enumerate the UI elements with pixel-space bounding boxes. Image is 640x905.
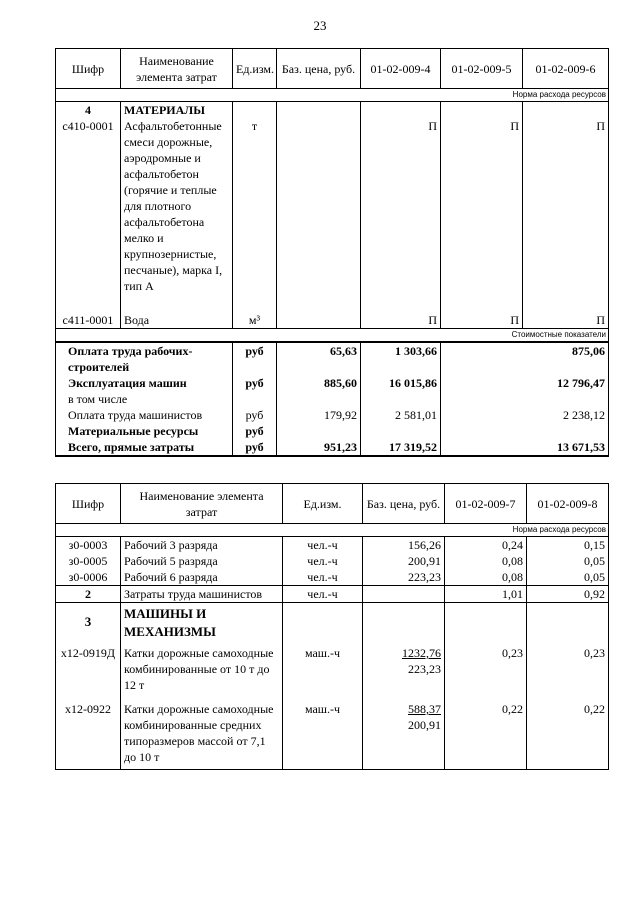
- row-value: 0,22: [445, 701, 527, 770]
- header-price: Баз. цена, руб.: [363, 484, 445, 524]
- cost-price: 65,63: [277, 342, 361, 375]
- cost-row: [56, 375, 609, 391]
- cost-name: Оплата труда рабочих-строителей: [56, 342, 233, 375]
- row-value: 1,01: [445, 586, 527, 603]
- cost-name: Оплата труда машинистов: [56, 407, 233, 423]
- cost-label: Стоимостные показатели: [56, 329, 609, 343]
- table-row: [56, 701, 609, 770]
- header-code: Шифр: [56, 49, 121, 89]
- row-code: з0-0003: [56, 537, 121, 554]
- table-row: [56, 641, 609, 701]
- resource-table-1: [55, 48, 609, 457]
- norm-label: Норма расхода ресурсов: [56, 89, 609, 102]
- row-value: 0,15: [527, 537, 609, 554]
- row-value: П: [523, 118, 609, 312]
- cost-unit: руб: [233, 439, 277, 456]
- table-row: [56, 569, 609, 586]
- section-title: МАШИНЫ И МЕХАНИЗМЫ: [121, 603, 283, 642]
- row-value: 0,92: [527, 586, 609, 603]
- section-num: 3: [56, 603, 121, 642]
- row-name: Затраты труда машинистов: [121, 586, 283, 603]
- cost-value: 1 303,66: [361, 342, 441, 375]
- cost-unit: руб: [233, 407, 277, 423]
- row-name: Рабочий 3 разряда: [121, 537, 283, 554]
- row-unit: чел.-ч: [283, 553, 363, 569]
- cost-row: [56, 439, 609, 456]
- cost-value: 2 238,12: [441, 407, 609, 423]
- price-bottom: 223,23: [408, 662, 441, 676]
- cost-value: 12 796,47: [441, 375, 609, 391]
- header-col-3: 01-02-009-6: [523, 49, 609, 89]
- price-bottom: 200,91: [408, 718, 441, 732]
- cost-price: 179,92: [277, 407, 361, 423]
- row-value: 0,08: [445, 553, 527, 569]
- row-unit: чел.-ч: [283, 569, 363, 586]
- row-code: з0-0006: [56, 569, 121, 586]
- row-value: 0,05: [527, 569, 609, 586]
- page-number: 23: [313, 18, 327, 33]
- row-value: 0,22: [527, 701, 609, 770]
- table-row: [56, 118, 609, 312]
- row-code: з0-0005: [56, 553, 121, 569]
- header-col-1: 01-02-009-4: [361, 49, 441, 89]
- cost-price: 885,60: [277, 375, 361, 391]
- row-value: П: [441, 312, 523, 329]
- price-top: 588,37: [408, 702, 441, 716]
- table-row: [56, 586, 609, 603]
- table-row: [56, 537, 609, 554]
- row-value: 0,23: [445, 641, 527, 701]
- cost-unit: руб: [233, 375, 277, 391]
- header-col-2: 01-02-009-8: [527, 484, 609, 524]
- section-num: 4: [56, 102, 121, 119]
- row-price: 200,91: [363, 553, 445, 569]
- header-name: Наименование элемента затрат: [121, 484, 283, 524]
- row-name: Рабочий 6 разряда: [121, 569, 283, 586]
- header-code: Шифр: [56, 484, 121, 524]
- cost-price: 951,23: [277, 439, 361, 456]
- row-name: Вода: [121, 312, 233, 329]
- header-col-1: 01-02-009-7: [445, 484, 527, 524]
- cost-row: [56, 407, 609, 423]
- cost-value: 2 581,01: [361, 407, 441, 423]
- cost-row: [56, 391, 609, 407]
- row-unit: маш.-ч: [283, 641, 363, 701]
- row-value: П: [361, 118, 441, 312]
- cost-value: 875,06: [441, 342, 609, 375]
- norm-label: Норма расхода ресурсов: [56, 524, 609, 537]
- header-col-2: 01-02-009-5: [441, 49, 523, 89]
- cost-unit: руб: [233, 342, 277, 375]
- row-value: 0,24: [445, 537, 527, 554]
- row-name: Катки дорожные самоходные комбинированные средних типоразмеров массой от 7,1 до 10 т: [121, 701, 283, 770]
- row-price: 223,23: [363, 569, 445, 586]
- cost-value: 16 015,86: [361, 375, 441, 391]
- cost-row: [56, 423, 609, 439]
- header-name: Наименование элемента затрат: [121, 49, 233, 89]
- header-price: Баз. цена, руб.: [277, 49, 361, 89]
- cost-row: [56, 342, 609, 375]
- table-row: [56, 553, 609, 569]
- cost-name: в том числе: [56, 391, 233, 407]
- row-unit: чел.-ч: [283, 586, 363, 603]
- row-code: с411-0001: [56, 312, 121, 329]
- cost-value: 13 671,53: [441, 439, 609, 456]
- row-unit: чел.-ч: [283, 537, 363, 554]
- row-value: П: [441, 118, 523, 312]
- price-top: 1232,76: [402, 646, 441, 660]
- cost-value: 17 319,52: [361, 439, 441, 456]
- row-code: с410-0001: [56, 118, 121, 312]
- row-value: 0,23: [527, 641, 609, 701]
- cost-name: Эксплуатация машин: [56, 375, 233, 391]
- row-price: 156,26: [363, 537, 445, 554]
- row-unit: м³: [233, 312, 277, 329]
- row-code: х12-0922: [56, 701, 121, 770]
- row-value: П: [361, 312, 441, 329]
- section-title: МАТЕРИАЛЫ: [121, 102, 233, 119]
- cost-unit: руб: [233, 423, 277, 439]
- cost-name: Материальные ресурсы: [56, 423, 233, 439]
- row-value: 0,05: [527, 553, 609, 569]
- row-code: х12-0919Д: [56, 641, 121, 701]
- row-code: 2: [56, 586, 121, 603]
- row-value: 0,08: [445, 569, 527, 586]
- header-unit: Ед.изм.: [283, 484, 363, 524]
- table-row: [56, 312, 609, 329]
- row-name: Асфальтобетонные смеси дорожные, аэродромные и асфальтобетон (горячие и теплые для плотного асфальтобетона мелко и крупнозернистые, песчаные), марка I, тип А: [121, 118, 233, 312]
- cost-name: Всего, прямые затраты: [56, 439, 233, 456]
- row-name: Рабочий 5 разряда: [121, 553, 283, 569]
- resource-table-2: [55, 483, 609, 770]
- row-unit: маш.-ч: [283, 701, 363, 770]
- row-value: П: [523, 312, 609, 329]
- row-name: Катки дорожные самоходные комбинированные от 10 т до 12 т: [121, 641, 283, 701]
- header-unit: Ед.изм.: [233, 49, 277, 89]
- row-unit: т: [233, 118, 277, 312]
